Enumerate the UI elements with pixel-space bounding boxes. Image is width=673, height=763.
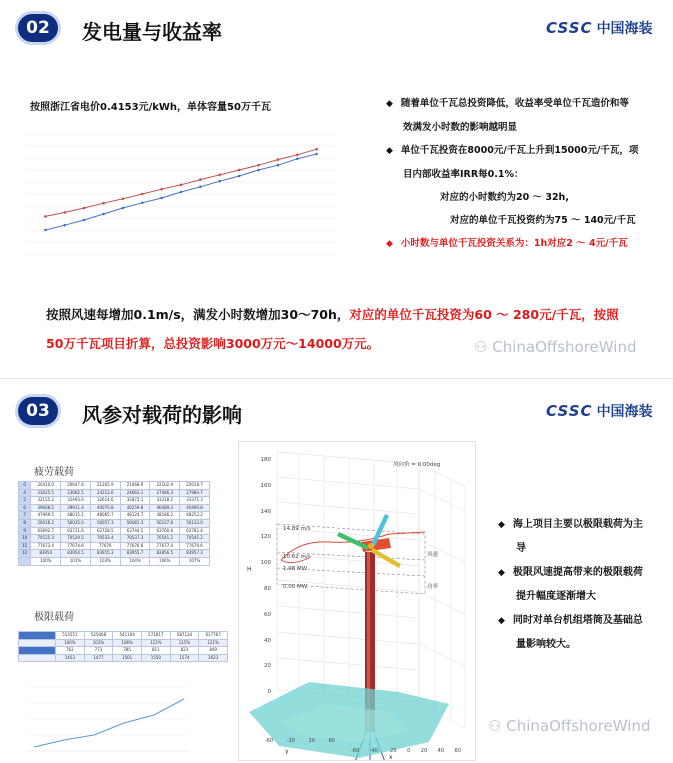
table-cell: 115% bbox=[170, 639, 199, 647]
section-title: 风参对载荷的影响 bbox=[82, 403, 242, 427]
bullet-1-cont: 导 bbox=[516, 543, 526, 554]
y-tick: 20 bbox=[308, 738, 315, 744]
slide-section-1 bbox=[0, 0, 673, 376]
table-cell: 83954.5 bbox=[61, 550, 91, 558]
table-cell: 63692.7 bbox=[31, 527, 61, 535]
table-cell: 27086.3 bbox=[150, 489, 180, 497]
watermark: ⚇ ChinaOffshoreWind bbox=[474, 338, 637, 356]
table-cell: 1623 bbox=[199, 654, 228, 662]
table-row bbox=[19, 542, 210, 550]
table-cell: 70525.3 bbox=[31, 535, 61, 543]
table-row bbox=[19, 512, 210, 520]
series-1-point bbox=[102, 202, 105, 205]
table-cell: 83956.5 bbox=[150, 550, 180, 558]
table-cell: 47969.5 bbox=[31, 512, 61, 520]
series-0-point bbox=[160, 197, 163, 200]
table-cell: 83957.3 bbox=[180, 550, 210, 558]
section-title: 发电量与收益率 bbox=[82, 20, 222, 44]
table-cell: 32614.6 bbox=[90, 497, 120, 505]
bullet-2: ◆ 极限风速提高带来的极限载荷 bbox=[498, 561, 668, 585]
table-cell: 7 bbox=[19, 512, 31, 520]
table-cell: 12 bbox=[19, 550, 31, 558]
table-row bbox=[19, 647, 228, 655]
table-cell: 100% bbox=[56, 639, 85, 647]
series-0-point bbox=[218, 180, 221, 183]
table-cell bbox=[19, 632, 56, 640]
table-cell: 70537.3 bbox=[120, 535, 150, 543]
series-1-point bbox=[44, 215, 47, 218]
table-cell: 1501 bbox=[113, 654, 142, 662]
z-tick: 100 bbox=[260, 560, 271, 567]
table-cell: 103% bbox=[84, 639, 113, 647]
fatigue-load-table bbox=[18, 481, 210, 566]
series-0-point bbox=[83, 219, 86, 222]
table-cell bbox=[19, 557, 31, 565]
logo-en-text: CSSC bbox=[546, 402, 593, 420]
extreme-load-label: 极限载荷 bbox=[34, 612, 74, 623]
table-cell: 40490.8 bbox=[180, 504, 210, 512]
x-tick: 40 bbox=[437, 748, 445, 754]
power-axis-label: 功率 bbox=[427, 584, 439, 590]
table-cell: 56016.2 bbox=[31, 519, 61, 527]
table-cell: 63728.5 bbox=[90, 527, 120, 535]
table-row bbox=[19, 519, 210, 527]
table-cell bbox=[19, 654, 56, 662]
series-1-point bbox=[180, 184, 183, 187]
table-cell: 40259.8 bbox=[120, 504, 150, 512]
series-0-point bbox=[122, 207, 125, 210]
z-tick: 60 bbox=[264, 611, 271, 618]
series-0-point bbox=[257, 169, 260, 172]
bullet-1: ◆ 海上项目主要以极限载荷为主 bbox=[498, 513, 668, 537]
table-cell: 63711.6 bbox=[61, 527, 91, 535]
series-1-point bbox=[238, 169, 241, 172]
series-1-point bbox=[63, 211, 66, 214]
bullet-3-highlight: ◆ 小时数与单位千瓦投资关系为：1h对应2 ～ 4元/千瓦 bbox=[386, 232, 666, 256]
series-1-point bbox=[122, 198, 125, 201]
section1-bullets bbox=[386, 92, 666, 256]
x-tick: -20 bbox=[388, 748, 397, 754]
x-tick: 60 bbox=[454, 748, 461, 754]
table-cell: 48186.2 bbox=[150, 512, 180, 520]
table-cell: 22018.7 bbox=[180, 482, 210, 490]
z-tick: 0 bbox=[267, 689, 271, 696]
table-cell: 1550 bbox=[141, 654, 170, 662]
table-cell: 24212.6 bbox=[90, 489, 120, 497]
line-chart bbox=[6, 128, 352, 276]
company-logo bbox=[546, 18, 653, 38]
z-axis-label: H bbox=[247, 566, 252, 573]
table-row bbox=[19, 557, 210, 565]
table-cell: 20647.6 bbox=[61, 482, 91, 490]
table-cell: 762 bbox=[56, 647, 85, 655]
table-row bbox=[19, 535, 210, 543]
table-row bbox=[19, 639, 228, 647]
table-cell: 773 bbox=[84, 647, 113, 655]
table-cell: 20410.0 bbox=[31, 482, 61, 490]
table-cell: 56035.0 bbox=[61, 519, 91, 527]
table-cell: 70533.4 bbox=[90, 535, 120, 543]
table-cell: 77673.4 bbox=[31, 542, 61, 550]
table-cell: 106% bbox=[150, 557, 180, 565]
table-cell: 22102.9 bbox=[150, 482, 180, 490]
z-tick: 120 bbox=[260, 534, 271, 541]
series-1-point bbox=[141, 193, 144, 196]
table-cell: 571817 bbox=[141, 632, 170, 640]
bullet-3-cont: 量影响较大。 bbox=[516, 639, 576, 650]
table-cell: 83955.7 bbox=[120, 550, 150, 558]
table-cell: 106% bbox=[113, 639, 142, 647]
bullet-2-cont: 提升幅度逐渐增大 bbox=[516, 591, 596, 602]
series-0-point bbox=[180, 191, 183, 194]
power-label: 1.98 MW bbox=[283, 566, 308, 572]
table-row bbox=[19, 482, 210, 490]
x-tick: -60 bbox=[351, 748, 360, 754]
x-axis-label: x bbox=[389, 754, 393, 761]
table-cell: 48015.1 bbox=[61, 512, 91, 520]
y-axis-label: y bbox=[285, 748, 289, 755]
table-cell: 121% bbox=[199, 639, 228, 647]
table-cell: 101% bbox=[61, 557, 91, 565]
table-cell: 40070.8 bbox=[90, 504, 120, 512]
table-cell: 1477 bbox=[84, 654, 113, 662]
z-tick: 140 bbox=[260, 508, 271, 515]
table-cell: 1574 bbox=[170, 654, 199, 662]
watermark-text: ChinaOffshoreWind bbox=[492, 338, 637, 356]
table-cell: 525068 bbox=[84, 632, 113, 640]
series-line-1 bbox=[45, 149, 316, 216]
table-cell: 23662.5 bbox=[61, 489, 91, 497]
table-row bbox=[19, 489, 210, 497]
x-tick: -40 bbox=[369, 748, 378, 754]
z-tick: 160 bbox=[260, 482, 271, 489]
watermark: ⚇ ChinaOffshoreWind bbox=[488, 717, 651, 735]
logo-cn-text: 中国海装 bbox=[596, 404, 653, 420]
table-cell: 77674.6 bbox=[61, 542, 91, 550]
z-tick: 40 bbox=[264, 637, 271, 644]
table-cell: 112% bbox=[141, 639, 170, 647]
bottom-line2: 50万千瓦项目折算，总投资影响3000万元～14000万元。 bbox=[46, 336, 380, 351]
series-0-point bbox=[141, 202, 144, 205]
section-number-badge: 02 bbox=[18, 14, 58, 42]
table-cell: 33318.2 bbox=[150, 497, 180, 505]
table-cell: 39668.5 bbox=[31, 504, 61, 512]
section2-bullets bbox=[498, 513, 668, 657]
table-cell: 9 bbox=[19, 527, 31, 535]
table-cell: 32493.6 bbox=[61, 497, 91, 505]
company-logo bbox=[546, 401, 653, 421]
wind-speed-axis-label: 风速 bbox=[427, 552, 439, 558]
table-cell: 811 bbox=[141, 647, 170, 655]
z-tick: 20 bbox=[264, 663, 271, 670]
table-cell: 56133.0 bbox=[180, 519, 210, 527]
table-cell: 32155.2 bbox=[31, 497, 61, 505]
series-0-point bbox=[238, 175, 241, 178]
table-row bbox=[19, 527, 210, 535]
x-tick: 0 bbox=[407, 748, 411, 754]
mini-line-chart bbox=[14, 685, 194, 755]
table-cell: 77679.6 bbox=[180, 542, 210, 550]
chart-subtitle: 按照浙江省电价0.4153元/kWh，单体容量50万千瓦 bbox=[30, 102, 271, 113]
y-tick: -20 bbox=[286, 738, 295, 744]
y-axis-ticks bbox=[265, 738, 335, 744]
bullet-1: ◆ 随着单位千瓦总投资降低，收益率受单位千瓦造价和等 bbox=[386, 92, 666, 116]
table-cell: 21668.9 bbox=[120, 482, 150, 490]
bullet-1-cont: 效满发小时数的影响越明显 bbox=[403, 122, 518, 133]
series-1-point bbox=[199, 178, 202, 181]
extreme-load-table bbox=[18, 631, 228, 662]
series-0-point bbox=[102, 213, 105, 216]
series-1-point bbox=[257, 164, 260, 167]
section-number-badge: 03 bbox=[18, 397, 58, 425]
table-cell: 541104 bbox=[113, 632, 142, 640]
bullet-2-sub-1: 对应的小时数约为20 ～ 32h, bbox=[440, 192, 569, 203]
bottom-line1-a: 按照风速每增加0.1m/s，满发小时数增加30～70h， bbox=[46, 307, 350, 322]
z-axis-ticks bbox=[241, 448, 271, 706]
slide-section-2 bbox=[0, 378, 673, 763]
table-row bbox=[19, 550, 210, 558]
table-cell: 83955.3 bbox=[90, 550, 120, 558]
table-cell: 40489.3 bbox=[150, 504, 180, 512]
table-row bbox=[19, 497, 210, 505]
table-cell: 77677.4 bbox=[150, 542, 180, 550]
table-cell: 785 bbox=[113, 647, 142, 655]
table-cell: 21265.9 bbox=[90, 482, 120, 490]
wind-speed-label: 10.62 m/s bbox=[283, 554, 311, 560]
series-0-point bbox=[296, 158, 299, 161]
table-cell: 6 bbox=[19, 504, 31, 512]
table-cell: 48252.2 bbox=[180, 512, 210, 520]
table-cell: 27980.7 bbox=[180, 489, 210, 497]
series-0-point bbox=[63, 224, 66, 227]
table-cell: 23025.5 bbox=[31, 489, 61, 497]
table-cell bbox=[19, 647, 56, 655]
table-cell: 63744.5 bbox=[120, 527, 150, 535]
x-axis-ticks bbox=[351, 748, 461, 754]
table-cell: 107% bbox=[180, 557, 210, 565]
series-1-point bbox=[277, 158, 280, 161]
table-cell: 8 bbox=[19, 519, 31, 527]
series-1-point bbox=[296, 154, 299, 157]
fatigue-load-label: 疲劳载荷 bbox=[34, 467, 74, 478]
table-cell: 56107.6 bbox=[150, 519, 180, 527]
table-cell: 513551 bbox=[56, 632, 85, 640]
bullet-2-sub-2: 对应的单位千瓦投资约为75 ～ 140元/千瓦 bbox=[450, 215, 636, 226]
table-cell: 70529.5 bbox=[61, 535, 91, 543]
bottom-line1-b: 对应的单位千瓦投资为60 ～ 280元/千瓦，按照 bbox=[349, 307, 619, 322]
table-cell: 48124.7 bbox=[120, 512, 150, 520]
table-cell: 104% bbox=[120, 557, 150, 565]
series-1-point bbox=[218, 174, 221, 177]
series-1-point bbox=[160, 188, 163, 191]
x-tick: 20 bbox=[420, 748, 428, 754]
turbine-3d-plot bbox=[238, 441, 476, 761]
table-cell: 11 bbox=[19, 542, 31, 550]
series-1-point bbox=[315, 148, 318, 151]
table-cell: 1453 bbox=[56, 654, 85, 662]
y-tick: -60 bbox=[265, 738, 274, 744]
table-cell: 103% bbox=[90, 557, 120, 565]
bullet-3: ◆ 同时对单台机组塔筒及基础总 bbox=[498, 609, 668, 633]
table-row bbox=[19, 654, 228, 662]
series-0-point bbox=[44, 229, 47, 232]
wind-speed-max-label: 14.89 m/s bbox=[283, 526, 311, 532]
table-cell bbox=[19, 639, 56, 647]
table-cell: 56057.3 bbox=[90, 519, 120, 527]
table-cell: 0 bbox=[19, 482, 31, 490]
table-cell: 100% bbox=[31, 557, 61, 565]
table-cell: 10 bbox=[19, 535, 31, 543]
series-1-point bbox=[83, 207, 86, 210]
table-cell: 32872.1 bbox=[120, 497, 150, 505]
table-cell: 617767 bbox=[199, 632, 228, 640]
table-cell: 77676.6 bbox=[120, 542, 150, 550]
table-cell: 587134 bbox=[170, 632, 199, 640]
table-cell: 849 bbox=[199, 647, 228, 655]
table-cell: 48065.7 bbox=[90, 512, 120, 520]
table-cell: 63782.4 bbox=[180, 527, 210, 535]
y-tick: 60 bbox=[328, 738, 335, 744]
wind-direction-label: 风向角 = 0.00deg bbox=[393, 462, 441, 468]
table-cell: 24663.1 bbox=[120, 489, 150, 497]
z-tick: 80 bbox=[264, 585, 271, 592]
table-cell: 70541.2 bbox=[150, 535, 180, 543]
table-cell: 39911.4 bbox=[61, 504, 91, 512]
turbine-svg bbox=[239, 442, 475, 760]
table-cell: 70545.2 bbox=[180, 535, 210, 543]
table-cell: 56081.3 bbox=[120, 519, 150, 527]
table-cell: 823 bbox=[170, 647, 199, 655]
table-cell: 77676 bbox=[90, 542, 120, 550]
series-0-point bbox=[315, 153, 318, 156]
table-cell: 33371.3 bbox=[180, 497, 210, 505]
logo-en-text: CSSC bbox=[546, 19, 593, 37]
power-min-label: 0.00 MW bbox=[283, 584, 308, 590]
logo-cn-text: 中国海装 bbox=[596, 21, 653, 37]
series-0-point bbox=[199, 186, 202, 189]
table-cell: 5 bbox=[19, 497, 31, 505]
table-cell: 4 bbox=[19, 489, 31, 497]
bullet-2: ◆ 单位千瓦投资在8000元/千瓦上升到15000元/千瓦，项 bbox=[386, 139, 666, 163]
z-tick: 180 bbox=[260, 457, 271, 463]
table-row bbox=[19, 632, 228, 640]
bullet-2-cont: 目内部收益率IRR每0.1%： bbox=[403, 169, 524, 180]
watermark-text: ChinaOffshoreWind bbox=[506, 717, 651, 735]
table-row bbox=[19, 504, 210, 512]
series-0-point bbox=[277, 164, 280, 167]
table-cell: 63760.6 bbox=[150, 527, 180, 535]
table-cell: 83954 bbox=[31, 550, 61, 558]
